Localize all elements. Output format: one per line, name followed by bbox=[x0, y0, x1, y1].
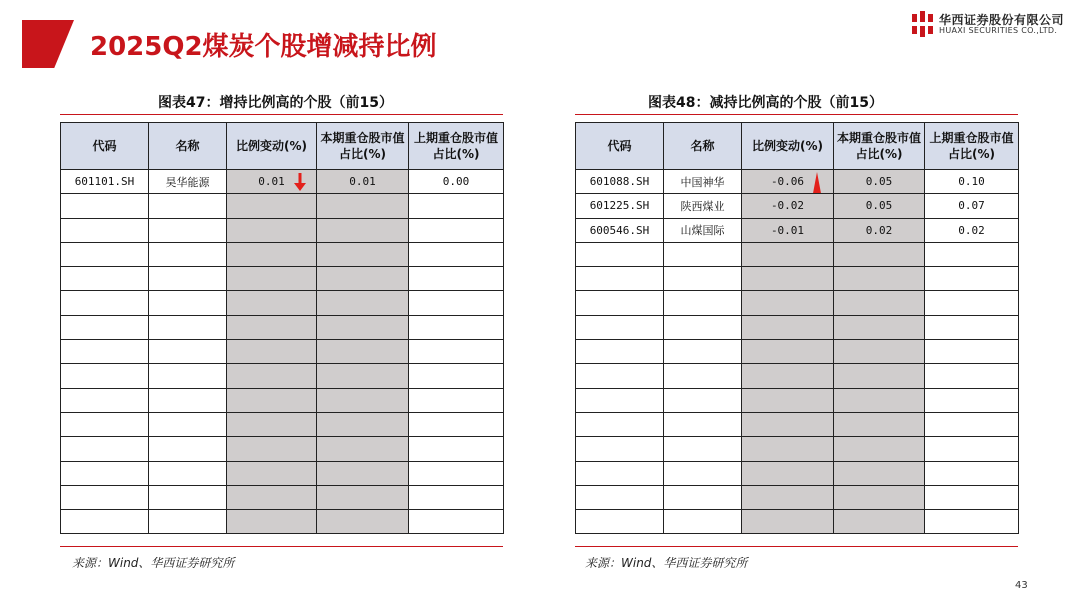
table-row bbox=[61, 315, 504, 339]
cell-change bbox=[742, 170, 834, 194]
table-row bbox=[576, 267, 1019, 291]
cell-name: 昊华能源 bbox=[149, 170, 227, 194]
table-row bbox=[61, 340, 504, 364]
cell-current-share: 0.02 bbox=[834, 218, 925, 242]
company-logo bbox=[911, 9, 1080, 41]
header-change: 比例变动(%) bbox=[742, 123, 834, 170]
table-row bbox=[61, 437, 504, 461]
right-source-note: 来源：Wind、华西证券研究所 bbox=[585, 556, 748, 570]
table-row bbox=[61, 461, 504, 485]
header-name: 名称 bbox=[149, 123, 227, 170]
left-table-caption: 图表47：增持比例高的个股（前15） bbox=[158, 95, 393, 111]
right-source-rule bbox=[575, 546, 1018, 547]
table-row bbox=[61, 194, 504, 218]
arrow-up-dashed-icon bbox=[811, 172, 823, 194]
cell-previous-share: 0.07 bbox=[925, 194, 1019, 218]
cell-code: 601225.SH bbox=[576, 194, 664, 218]
cell-name: 陕西煤业 bbox=[664, 194, 742, 218]
huaxi-logo-icon bbox=[911, 11, 935, 37]
page-number: 43 bbox=[1015, 580, 1028, 591]
cell-change bbox=[227, 170, 317, 194]
right-caption-rule bbox=[575, 114, 1018, 115]
cell-current-share: 0.05 bbox=[834, 170, 925, 194]
cell-name: 山煤国际 bbox=[664, 218, 742, 242]
table-row bbox=[576, 315, 1019, 339]
increase-holdings-table bbox=[60, 122, 504, 534]
title-accent-bar bbox=[22, 20, 74, 68]
table-header-row bbox=[576, 123, 1019, 170]
table-row bbox=[576, 340, 1019, 364]
table-row bbox=[576, 291, 1019, 315]
cell-previous-share: 0.00 bbox=[409, 170, 504, 194]
cell-code: 601088.SH bbox=[576, 170, 664, 194]
cell-change-value: -0.06 bbox=[770, 175, 805, 189]
table-row bbox=[61, 388, 504, 412]
header-change: 比例变动(%) bbox=[227, 123, 317, 170]
left-caption-rule bbox=[60, 114, 503, 115]
logo-text-en: HUAXI SECURITIES CO.,LTD. bbox=[939, 26, 1058, 35]
table-row bbox=[576, 388, 1019, 412]
header-previous-share: 上期重仓股市值占比(%) bbox=[409, 123, 504, 170]
cell-code: 601101.SH bbox=[61, 170, 149, 194]
table-row bbox=[61, 412, 504, 436]
table-row bbox=[576, 437, 1019, 461]
decrease-holdings-table bbox=[575, 122, 1019, 534]
cell-current-share: 0.01 bbox=[317, 170, 409, 194]
table-row bbox=[576, 194, 1019, 218]
cell-change: -0.01 bbox=[742, 218, 834, 242]
table-row bbox=[576, 364, 1019, 388]
page-title: 2025Q2煤炭个股增减持比例 bbox=[90, 32, 437, 62]
header-code: 代码 bbox=[61, 123, 149, 170]
left-source-rule bbox=[60, 546, 503, 547]
cell-code: 600546.SH bbox=[576, 218, 664, 242]
table-row bbox=[61, 170, 504, 194]
header-name: 名称 bbox=[664, 123, 742, 170]
cell-name: 中国神华 bbox=[664, 170, 742, 194]
logo-text-cn: 华西证券股份有限公司 bbox=[939, 13, 1065, 27]
table-row bbox=[61, 510, 504, 534]
table-row bbox=[576, 170, 1019, 194]
header-current-share: 本期重仓股市值占比(%) bbox=[317, 123, 409, 170]
left-source-note: 来源：Wind、华西证券研究所 bbox=[72, 556, 235, 570]
cell-previous-share: 0.02 bbox=[925, 218, 1019, 242]
table-header-row bbox=[61, 123, 504, 170]
cell-change-value: 0.01 bbox=[258, 175, 285, 189]
table-row bbox=[61, 485, 504, 509]
table-row bbox=[576, 510, 1019, 534]
table-row bbox=[61, 242, 504, 266]
table-row bbox=[576, 218, 1019, 242]
table-row bbox=[61, 267, 504, 291]
right-table-caption: 图表48：减持比例高的个股（前15） bbox=[648, 95, 883, 111]
header-current-share: 本期重仓股市值占比(%) bbox=[834, 123, 925, 170]
arrow-down-icon bbox=[294, 173, 306, 191]
cell-previous-share: 0.10 bbox=[925, 170, 1019, 194]
header-code: 代码 bbox=[576, 123, 664, 170]
table-row bbox=[576, 412, 1019, 436]
cell-current-share: 0.05 bbox=[834, 194, 925, 218]
table-row bbox=[576, 461, 1019, 485]
table-row bbox=[61, 218, 504, 242]
table-row bbox=[576, 485, 1019, 509]
cell-change: -0.02 bbox=[742, 194, 834, 218]
table-row bbox=[61, 364, 504, 388]
table-row bbox=[61, 291, 504, 315]
table-row bbox=[576, 242, 1019, 266]
header-previous-share: 上期重仓股市值占比(%) bbox=[925, 123, 1019, 170]
